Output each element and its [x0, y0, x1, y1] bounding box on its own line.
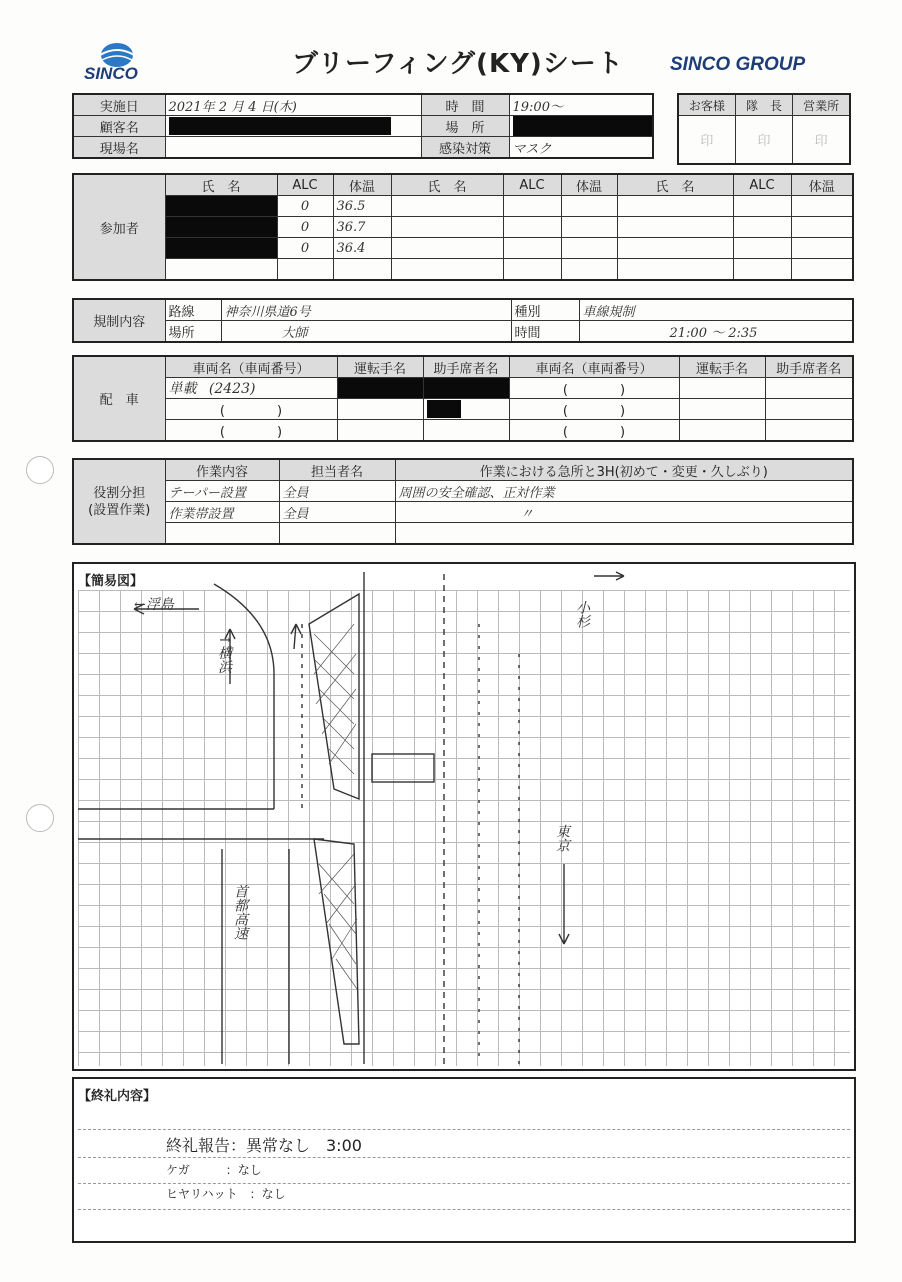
assistant-partial-redacted [423, 399, 509, 420]
col-temp-1: 体温 [333, 174, 391, 196]
participant-name-redacted [165, 238, 277, 259]
place-label-reg: 場所 [165, 321, 221, 343]
participant-alc: 0 [277, 238, 333, 259]
empty-vehicle: ( ) [509, 399, 679, 420]
col-driver-2: 運転手名 [679, 356, 765, 378]
col-vehicle-1: 車両名（車両番号） [165, 356, 337, 378]
infection-value: マスク [509, 137, 653, 159]
logo-left-text: SINCO [84, 64, 138, 83]
participant-temp: 36.5 [333, 196, 391, 217]
col-alc-3: ALC [733, 174, 791, 196]
road-sketch [74, 564, 854, 1069]
role-risk: 周囲の安全確認、正対作業 [395, 481, 853, 502]
participant-name-redacted [165, 196, 277, 217]
participant-temp: 36.4 [333, 238, 391, 259]
role-work: 作業帯設置 [165, 502, 279, 523]
time-label: 時 間 [421, 94, 509, 116]
time-value: 19:00〜 [509, 94, 653, 116]
col-work: 作業内容 [165, 459, 279, 481]
col-driver-1: 運転手名 [337, 356, 423, 378]
participant-temp: 36.7 [333, 217, 391, 238]
diagram-box [72, 562, 856, 1071]
page-title: ブリーフィング(KY)シート [292, 49, 624, 79]
regulation-label: 規制内容 [73, 299, 165, 342]
col-temp-2: 体温 [561, 174, 617, 196]
closing-label: 【終礼内容】 [78, 1089, 157, 1104]
stamp-leader: 印 [735, 116, 792, 164]
driver-redacted [337, 378, 423, 399]
col-temp-3: 体温 [791, 174, 853, 196]
place-label: 場 所 [421, 116, 509, 137]
stamp-office: 印 [793, 116, 850, 164]
vehicles-label: 配 車 [73, 356, 165, 441]
closing-line: ケガ ：なし [166, 1163, 262, 1177]
date-value: 2021年 2 月 4 日(木) [165, 94, 421, 116]
col-name-1: 氏 名 [165, 174, 277, 196]
col-alc-1: ALC [277, 174, 333, 196]
approval-table [677, 93, 851, 165]
date-label: 実施日 [73, 94, 165, 116]
site-value [165, 137, 421, 159]
participants-label: 参加者 [73, 174, 165, 280]
col-name-3: 氏 名 [617, 174, 733, 196]
empty-vehicle: ( ) [509, 420, 679, 442]
col-assistant-1: 助手席者名 [423, 356, 509, 378]
role-work: テーパー設置 [165, 481, 279, 502]
closing-line: 終礼報告：異常なし 3:00 [166, 1136, 362, 1155]
sinco-logo [82, 40, 156, 84]
roles-label [73, 459, 165, 544]
diagram-label: 【簡易図】 [78, 574, 144, 589]
closing-box [72, 1077, 856, 1243]
col-vehicle-2: 車両名（車両番号） [509, 356, 679, 378]
col-alc-2: ALC [503, 174, 561, 196]
info-table [72, 93, 654, 159]
roles-label-line2: (設置作業) [88, 502, 151, 518]
approval-office-header: 営業所 [793, 94, 850, 116]
participant-alc: 0 [277, 217, 333, 238]
empty-vehicle: ( ) [165, 399, 337, 420]
dir-left: ←浮島 [134, 597, 174, 613]
dir-up: ↑横浜 [216, 634, 232, 674]
role-person: 全員 [279, 502, 395, 523]
closing-line: ヒヤリハット ：なし [166, 1187, 286, 1201]
col-risk: 作業における急所と3H(初めて・変更・久しぶり) [395, 459, 853, 481]
highway-label: 首都高速 [232, 884, 248, 940]
stamp-customer: 印 [678, 116, 735, 164]
roles-table [72, 458, 854, 545]
participant-name-redacted [165, 217, 277, 238]
reg-time-label: 時間 [511, 321, 579, 343]
assistant-redacted [423, 378, 509, 399]
vehicles-table [72, 355, 854, 442]
reg-time-value: 21:00 〜 2:35 [579, 321, 853, 343]
role-person: 全員 [279, 481, 395, 502]
customer-label: 顧客名 [73, 116, 165, 137]
role-risk: 〃 [395, 502, 853, 523]
vehicle-name: 単載 [168, 381, 197, 397]
participant-alc: 0 [277, 196, 333, 217]
dir-right: 小杉 [574, 600, 590, 628]
vehicle-row-1 [165, 378, 337, 399]
col-name-2: 氏 名 [391, 174, 503, 196]
route-label: 路線 [165, 299, 221, 321]
type-value: 車線規制 [579, 299, 853, 321]
punch-hole-bottom [26, 804, 54, 832]
vehicle-number: (2423) [208, 381, 256, 397]
empty-vehicle: ( ) [509, 378, 679, 399]
type-label: 種別 [511, 299, 579, 321]
empty-vehicle: ( ) [165, 420, 337, 442]
dir-down: 東京 [554, 824, 570, 852]
participants-table [72, 173, 854, 281]
place-value-reg: 大師 [221, 321, 511, 343]
route-value: 神奈川県道6号 [221, 299, 511, 321]
place-value [509, 116, 653, 137]
customer-value [165, 116, 421, 137]
site-label: 現場名 [73, 137, 165, 159]
logo-right-text: SINCO GROUP [670, 54, 806, 75]
col-assistant-2: 助手席者名 [765, 356, 853, 378]
approval-customer-header: お客様 [678, 94, 735, 116]
infection-label: 感染対策 [421, 137, 509, 159]
road-curve-left [214, 584, 274, 809]
approval-leader-header: 隊 長 [735, 94, 792, 116]
col-person: 担当者名 [279, 459, 395, 481]
regulation-table [72, 298, 854, 343]
roles-label-line1: 役割分担 [93, 485, 146, 501]
punch-hole-top [26, 456, 54, 484]
